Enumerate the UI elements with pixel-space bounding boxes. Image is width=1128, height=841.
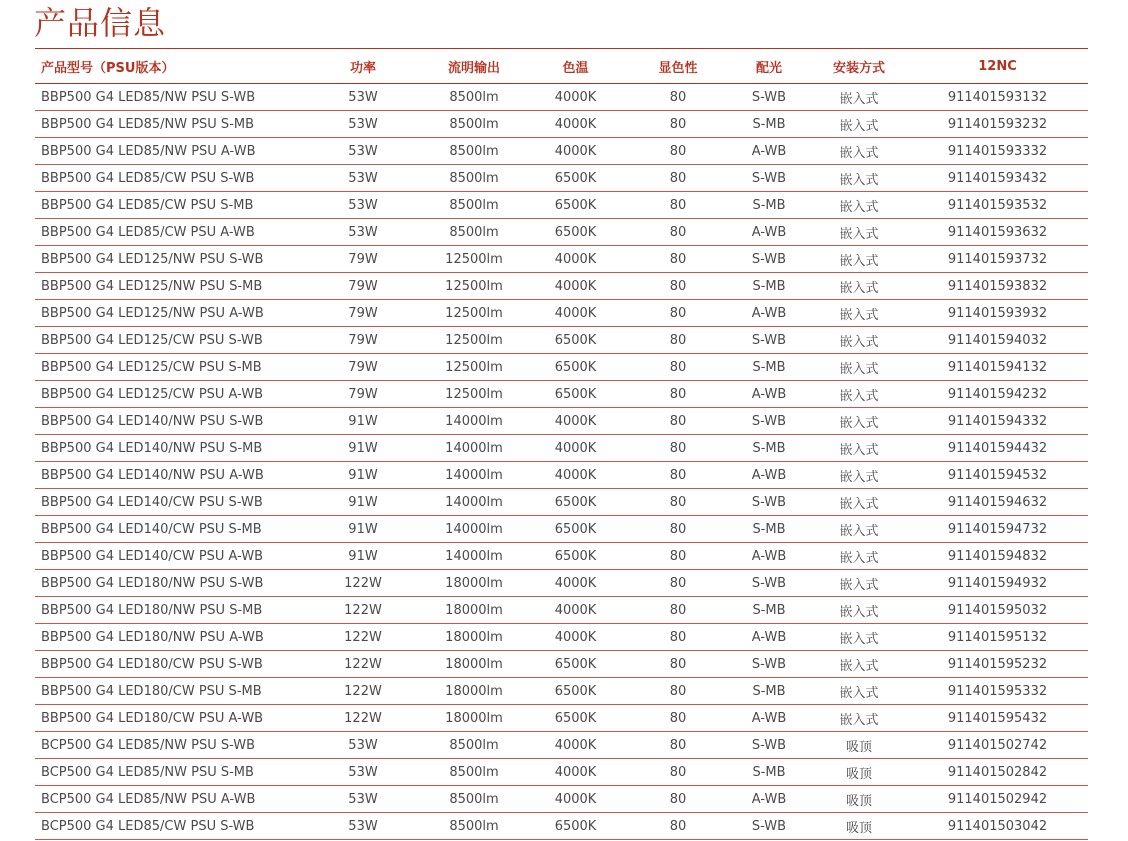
cell-lumen: 18000lm bbox=[426, 705, 522, 732]
cell-power: 122W bbox=[300, 624, 426, 651]
cell-12nc: 911401595132 bbox=[907, 624, 1088, 651]
cell-lumen: 14000lm bbox=[426, 516, 522, 543]
cell-cct: 6500K bbox=[522, 192, 629, 219]
table-row bbox=[35, 516, 1088, 543]
cell-model: BBP500 G4 LED125/CW PSU A-WB bbox=[35, 381, 300, 408]
cell-lumen: 12500lm bbox=[426, 354, 522, 381]
cell-lumen: 14000lm bbox=[426, 489, 522, 516]
cell-cri: 80 bbox=[629, 246, 727, 273]
cell-mounting: 嵌入式 bbox=[811, 381, 907, 408]
cell-cct: 6500K bbox=[522, 381, 629, 408]
cell-power: 91W bbox=[300, 435, 426, 462]
cell-model: BCP500 G4 LED85/CW PSU S-WB bbox=[35, 813, 300, 840]
cell-mounting: 嵌入式 bbox=[811, 570, 907, 597]
cell-power: 122W bbox=[300, 570, 426, 597]
cell-model: BBP500 G4 LED85/NW PSU S-WB bbox=[35, 84, 300, 111]
cell-cri: 80 bbox=[629, 84, 727, 111]
table-row bbox=[35, 165, 1088, 192]
cell-cct: 4000K bbox=[522, 84, 629, 111]
cell-power: 53W bbox=[300, 111, 426, 138]
table-row bbox=[35, 246, 1088, 273]
cell-model: BBP500 G4 LED85/NW PSU A-WB bbox=[35, 138, 300, 165]
header-cri: 显色性 bbox=[629, 49, 727, 84]
cell-model: BBP500 G4 LED140/NW PSU S-WB bbox=[35, 408, 300, 435]
cell-optic: A-WB bbox=[727, 300, 811, 327]
table-row bbox=[35, 273, 1088, 300]
cell-lumen: 18000lm bbox=[426, 624, 522, 651]
cell-optic: S-WB bbox=[727, 489, 811, 516]
cell-optic: A-WB bbox=[727, 705, 811, 732]
cell-mounting: 嵌入式 bbox=[811, 543, 907, 570]
cell-power: 53W bbox=[300, 813, 426, 840]
cell-12nc: 911401593632 bbox=[907, 219, 1088, 246]
cell-12nc: 911401594532 bbox=[907, 462, 1088, 489]
cell-12nc: 911401595032 bbox=[907, 597, 1088, 624]
cell-power: 79W bbox=[300, 300, 426, 327]
cell-12nc: 911401593732 bbox=[907, 246, 1088, 273]
cell-cri: 80 bbox=[629, 192, 727, 219]
cell-12nc: 911401593932 bbox=[907, 300, 1088, 327]
cell-cri: 80 bbox=[629, 705, 727, 732]
table-row bbox=[35, 381, 1088, 408]
cell-12nc: 911401593432 bbox=[907, 165, 1088, 192]
cell-mounting: 嵌入式 bbox=[811, 624, 907, 651]
cell-optic: S-WB bbox=[727, 813, 811, 840]
cell-lumen: 18000lm bbox=[426, 570, 522, 597]
cell-mounting: 吸顶 bbox=[811, 813, 907, 840]
cell-optic: A-WB bbox=[727, 624, 811, 651]
table-row bbox=[35, 489, 1088, 516]
cell-power: 53W bbox=[300, 732, 426, 759]
cell-optic: S-MB bbox=[727, 759, 811, 786]
cell-cct: 6500K bbox=[522, 813, 629, 840]
cell-model: BBP500 G4 LED85/CW PSU S-WB bbox=[35, 165, 300, 192]
cell-mounting: 嵌入式 bbox=[811, 192, 907, 219]
cell-model: BBP500 G4 LED140/NW PSU A-WB bbox=[35, 462, 300, 489]
header-model: 产品型号（PSU版本） bbox=[35, 49, 300, 84]
cell-model: BBP500 G4 LED140/CW PSU S-MB bbox=[35, 516, 300, 543]
cell-optic: S-MB bbox=[727, 354, 811, 381]
cell-power: 122W bbox=[300, 651, 426, 678]
cell-lumen: 14000lm bbox=[426, 408, 522, 435]
cell-12nc: 911401594232 bbox=[907, 381, 1088, 408]
cell-cct: 4000K bbox=[522, 111, 629, 138]
table-row bbox=[35, 759, 1088, 786]
header-optic: 配光 bbox=[727, 49, 811, 84]
cell-optic: S-WB bbox=[727, 408, 811, 435]
cell-lumen: 12500lm bbox=[426, 300, 522, 327]
cell-12nc: 911401594632 bbox=[907, 489, 1088, 516]
table-row bbox=[35, 624, 1088, 651]
cell-optic: S-MB bbox=[727, 192, 811, 219]
cell-lumen: 8500lm bbox=[426, 84, 522, 111]
cell-lumen: 12500lm bbox=[426, 381, 522, 408]
table-row bbox=[35, 84, 1088, 111]
table-body bbox=[35, 84, 1088, 840]
cell-power: 79W bbox=[300, 246, 426, 273]
cell-mounting: 嵌入式 bbox=[811, 219, 907, 246]
product-info-table bbox=[35, 48, 1088, 840]
cell-power: 53W bbox=[300, 786, 426, 813]
cell-mounting: 吸顶 bbox=[811, 786, 907, 813]
table-row bbox=[35, 300, 1088, 327]
cell-optic: A-WB bbox=[727, 381, 811, 408]
cell-optic: S-MB bbox=[727, 516, 811, 543]
cell-12nc: 911401593332 bbox=[907, 138, 1088, 165]
cell-lumen: 12500lm bbox=[426, 246, 522, 273]
table-header-row bbox=[35, 49, 1088, 84]
cell-optic: S-WB bbox=[727, 651, 811, 678]
cell-cct: 6500K bbox=[522, 651, 629, 678]
cell-cri: 80 bbox=[629, 354, 727, 381]
cell-optic: S-WB bbox=[727, 327, 811, 354]
cell-model: BBP500 G4 LED125/CW PSU S-WB bbox=[35, 327, 300, 354]
cell-cct: 4000K bbox=[522, 435, 629, 462]
cell-mounting: 嵌入式 bbox=[811, 489, 907, 516]
table-row bbox=[35, 678, 1088, 705]
cell-cct: 6500K bbox=[522, 219, 629, 246]
table-row bbox=[35, 570, 1088, 597]
cell-cct: 4000K bbox=[522, 138, 629, 165]
cell-12nc: 911401595332 bbox=[907, 678, 1088, 705]
cell-lumen: 8500lm bbox=[426, 732, 522, 759]
cell-12nc: 911401502842 bbox=[907, 759, 1088, 786]
table-row bbox=[35, 651, 1088, 678]
cell-lumen: 14000lm bbox=[426, 543, 522, 570]
cell-optic: S-WB bbox=[727, 570, 811, 597]
cell-cct: 6500K bbox=[522, 327, 629, 354]
cell-lumen: 12500lm bbox=[426, 273, 522, 300]
cell-cri: 80 bbox=[629, 516, 727, 543]
cell-cri: 80 bbox=[629, 624, 727, 651]
cell-12nc: 911401594432 bbox=[907, 435, 1088, 462]
cell-cri: 80 bbox=[629, 489, 727, 516]
cell-cri: 80 bbox=[629, 219, 727, 246]
header-mounting: 安装方式 bbox=[811, 49, 907, 84]
cell-cct: 4000K bbox=[522, 624, 629, 651]
cell-mounting: 嵌入式 bbox=[811, 597, 907, 624]
cell-cri: 80 bbox=[629, 570, 727, 597]
cell-lumen: 8500lm bbox=[426, 111, 522, 138]
table-row bbox=[35, 111, 1088, 138]
cell-model: BBP500 G4 LED85/CW PSU S-MB bbox=[35, 192, 300, 219]
cell-mounting: 嵌入式 bbox=[811, 300, 907, 327]
cell-power: 53W bbox=[300, 165, 426, 192]
cell-cct: 4000K bbox=[522, 408, 629, 435]
cell-cri: 80 bbox=[629, 759, 727, 786]
table-row bbox=[35, 597, 1088, 624]
cell-mounting: 嵌入式 bbox=[811, 462, 907, 489]
cell-model: BCP500 G4 LED85/NW PSU S-WB bbox=[35, 732, 300, 759]
table-row bbox=[35, 543, 1088, 570]
cell-12nc: 911401593832 bbox=[907, 273, 1088, 300]
cell-12nc: 911401502942 bbox=[907, 786, 1088, 813]
cell-optic: A-WB bbox=[727, 219, 811, 246]
cell-power: 53W bbox=[300, 759, 426, 786]
table-row bbox=[35, 462, 1088, 489]
cell-cri: 80 bbox=[629, 300, 727, 327]
cell-cct: 6500K bbox=[522, 705, 629, 732]
cell-cri: 80 bbox=[629, 381, 727, 408]
cell-cri: 80 bbox=[629, 408, 727, 435]
cell-cri: 80 bbox=[629, 462, 727, 489]
cell-cri: 80 bbox=[629, 732, 727, 759]
cell-power: 53W bbox=[300, 219, 426, 246]
header-lumen: 流明输出 bbox=[426, 49, 522, 84]
cell-power: 91W bbox=[300, 462, 426, 489]
cell-mounting: 嵌入式 bbox=[811, 111, 907, 138]
cell-power: 53W bbox=[300, 84, 426, 111]
cell-cct: 4000K bbox=[522, 732, 629, 759]
cell-optic: A-WB bbox=[727, 543, 811, 570]
cell-cri: 80 bbox=[629, 813, 727, 840]
table-row bbox=[35, 192, 1088, 219]
table-row bbox=[35, 705, 1088, 732]
cell-optic: S-WB bbox=[727, 84, 811, 111]
cell-optic: S-MB bbox=[727, 111, 811, 138]
table-row bbox=[35, 732, 1088, 759]
cell-mounting: 嵌入式 bbox=[811, 705, 907, 732]
cell-lumen: 18000lm bbox=[426, 597, 522, 624]
cell-cct: 6500K bbox=[522, 516, 629, 543]
cell-12nc: 911401594732 bbox=[907, 516, 1088, 543]
cell-model: BCP500 G4 LED85/NW PSU S-MB bbox=[35, 759, 300, 786]
cell-model: BBP500 G4 LED180/NW PSU S-MB bbox=[35, 597, 300, 624]
cell-optic: A-WB bbox=[727, 138, 811, 165]
table-row bbox=[35, 327, 1088, 354]
cell-power: 91W bbox=[300, 516, 426, 543]
cell-mounting: 嵌入式 bbox=[811, 327, 907, 354]
cell-optic: S-MB bbox=[727, 273, 811, 300]
cell-cct: 4000K bbox=[522, 759, 629, 786]
cell-lumen: 12500lm bbox=[426, 327, 522, 354]
cell-model: BBP500 G4 LED85/CW PSU A-WB bbox=[35, 219, 300, 246]
cell-mounting: 嵌入式 bbox=[811, 408, 907, 435]
cell-model: BBP500 G4 LED125/NW PSU S-WB bbox=[35, 246, 300, 273]
cell-12nc: 911401595432 bbox=[907, 705, 1088, 732]
cell-cct: 6500K bbox=[522, 543, 629, 570]
table-row bbox=[35, 813, 1088, 840]
cell-model: BBP500 G4 LED85/NW PSU S-MB bbox=[35, 111, 300, 138]
cell-lumen: 8500lm bbox=[426, 192, 522, 219]
cell-mounting: 吸顶 bbox=[811, 759, 907, 786]
cell-model: BBP500 G4 LED125/NW PSU A-WB bbox=[35, 300, 300, 327]
cell-mounting: 嵌入式 bbox=[811, 138, 907, 165]
cell-power: 91W bbox=[300, 489, 426, 516]
cell-lumen: 14000lm bbox=[426, 462, 522, 489]
cell-cct: 4000K bbox=[522, 570, 629, 597]
cell-power: 122W bbox=[300, 678, 426, 705]
table-row bbox=[35, 408, 1088, 435]
cell-power: 122W bbox=[300, 597, 426, 624]
cell-model: BBP500 G4 LED180/CW PSU S-WB bbox=[35, 651, 300, 678]
cell-lumen: 8500lm bbox=[426, 813, 522, 840]
header-12nc: 12NC bbox=[907, 49, 1088, 84]
cell-12nc: 911401594932 bbox=[907, 570, 1088, 597]
table-row bbox=[35, 219, 1088, 246]
cell-power: 122W bbox=[300, 705, 426, 732]
cell-12nc: 911401503042 bbox=[907, 813, 1088, 840]
cell-lumen: 14000lm bbox=[426, 435, 522, 462]
cell-mounting: 嵌入式 bbox=[811, 165, 907, 192]
cell-model: BBP500 G4 LED180/CW PSU A-WB bbox=[35, 705, 300, 732]
cell-cri: 80 bbox=[629, 597, 727, 624]
cell-mounting: 嵌入式 bbox=[811, 435, 907, 462]
cell-mounting: 嵌入式 bbox=[811, 516, 907, 543]
cell-cct: 4000K bbox=[522, 300, 629, 327]
cell-12nc: 911401594032 bbox=[907, 327, 1088, 354]
cell-optic: S-MB bbox=[727, 678, 811, 705]
cell-cct: 6500K bbox=[522, 165, 629, 192]
cell-cct: 6500K bbox=[522, 354, 629, 381]
cell-power: 79W bbox=[300, 327, 426, 354]
cell-cct: 4000K bbox=[522, 246, 629, 273]
cell-lumen: 8500lm bbox=[426, 138, 522, 165]
cell-optic: A-WB bbox=[727, 462, 811, 489]
cell-power: 79W bbox=[300, 354, 426, 381]
cell-power: 53W bbox=[300, 138, 426, 165]
cell-lumen: 8500lm bbox=[426, 165, 522, 192]
cell-cct: 4000K bbox=[522, 597, 629, 624]
cell-power: 91W bbox=[300, 543, 426, 570]
cell-power: 79W bbox=[300, 381, 426, 408]
cell-cri: 80 bbox=[629, 111, 727, 138]
cell-model: BBP500 G4 LED140/NW PSU S-MB bbox=[35, 435, 300, 462]
cell-12nc: 911401594332 bbox=[907, 408, 1088, 435]
cell-cri: 80 bbox=[629, 165, 727, 192]
cell-mounting: 嵌入式 bbox=[811, 354, 907, 381]
cell-optic: S-MB bbox=[727, 597, 811, 624]
cell-12nc: 911401593132 bbox=[907, 84, 1088, 111]
cell-12nc: 911401594132 bbox=[907, 354, 1088, 381]
cell-model: BBP500 G4 LED125/CW PSU S-MB bbox=[35, 354, 300, 381]
page-title: 产品信息 bbox=[34, 4, 167, 42]
cell-model: BCP500 G4 LED85/NW PSU A-WB bbox=[35, 786, 300, 813]
cell-cri: 80 bbox=[629, 273, 727, 300]
cell-mounting: 吸顶 bbox=[811, 732, 907, 759]
cell-cct: 6500K bbox=[522, 489, 629, 516]
header-cct: 色温 bbox=[522, 49, 629, 84]
cell-optic: S-WB bbox=[727, 732, 811, 759]
cell-cct: 6500K bbox=[522, 678, 629, 705]
cell-cct: 4000K bbox=[522, 462, 629, 489]
cell-lumen: 18000lm bbox=[426, 651, 522, 678]
cell-cct: 4000K bbox=[522, 786, 629, 813]
table-row bbox=[35, 138, 1088, 165]
cell-mounting: 嵌入式 bbox=[811, 246, 907, 273]
cell-lumen: 8500lm bbox=[426, 759, 522, 786]
cell-power: 79W bbox=[300, 273, 426, 300]
cell-power: 91W bbox=[300, 408, 426, 435]
cell-optic: S-WB bbox=[727, 165, 811, 192]
cell-12nc: 911401502742 bbox=[907, 732, 1088, 759]
cell-cri: 80 bbox=[629, 543, 727, 570]
cell-cri: 80 bbox=[629, 786, 727, 813]
cell-optic: S-MB bbox=[727, 435, 811, 462]
cell-model: BBP500 G4 LED180/NW PSU A-WB bbox=[35, 624, 300, 651]
cell-optic: S-WB bbox=[727, 246, 811, 273]
cell-12nc: 911401594832 bbox=[907, 543, 1088, 570]
header-power: 功率 bbox=[300, 49, 426, 84]
cell-model: BBP500 G4 LED180/NW PSU S-WB bbox=[35, 570, 300, 597]
cell-mounting: 嵌入式 bbox=[811, 651, 907, 678]
cell-cri: 80 bbox=[629, 678, 727, 705]
table-row bbox=[35, 786, 1088, 813]
cell-cri: 80 bbox=[629, 651, 727, 678]
cell-cct: 4000K bbox=[522, 273, 629, 300]
cell-lumen: 8500lm bbox=[426, 786, 522, 813]
cell-12nc: 911401593232 bbox=[907, 111, 1088, 138]
cell-model: BBP500 G4 LED140/CW PSU S-WB bbox=[35, 489, 300, 516]
cell-power: 53W bbox=[300, 192, 426, 219]
cell-lumen: 8500lm bbox=[426, 219, 522, 246]
cell-model: BBP500 G4 LED125/NW PSU S-MB bbox=[35, 273, 300, 300]
cell-mounting: 嵌入式 bbox=[811, 84, 907, 111]
cell-model: BBP500 G4 LED180/CW PSU S-MB bbox=[35, 678, 300, 705]
cell-12nc: 911401595232 bbox=[907, 651, 1088, 678]
cell-cri: 80 bbox=[629, 138, 727, 165]
cell-lumen: 18000lm bbox=[426, 678, 522, 705]
cell-mounting: 嵌入式 bbox=[811, 273, 907, 300]
cell-12nc: 911401593532 bbox=[907, 192, 1088, 219]
cell-cri: 80 bbox=[629, 435, 727, 462]
cell-model: BBP500 G4 LED140/CW PSU A-WB bbox=[35, 543, 300, 570]
table-row bbox=[35, 435, 1088, 462]
cell-cri: 80 bbox=[629, 327, 727, 354]
table-row bbox=[35, 354, 1088, 381]
cell-optic: A-WB bbox=[727, 786, 811, 813]
cell-mounting: 嵌入式 bbox=[811, 678, 907, 705]
